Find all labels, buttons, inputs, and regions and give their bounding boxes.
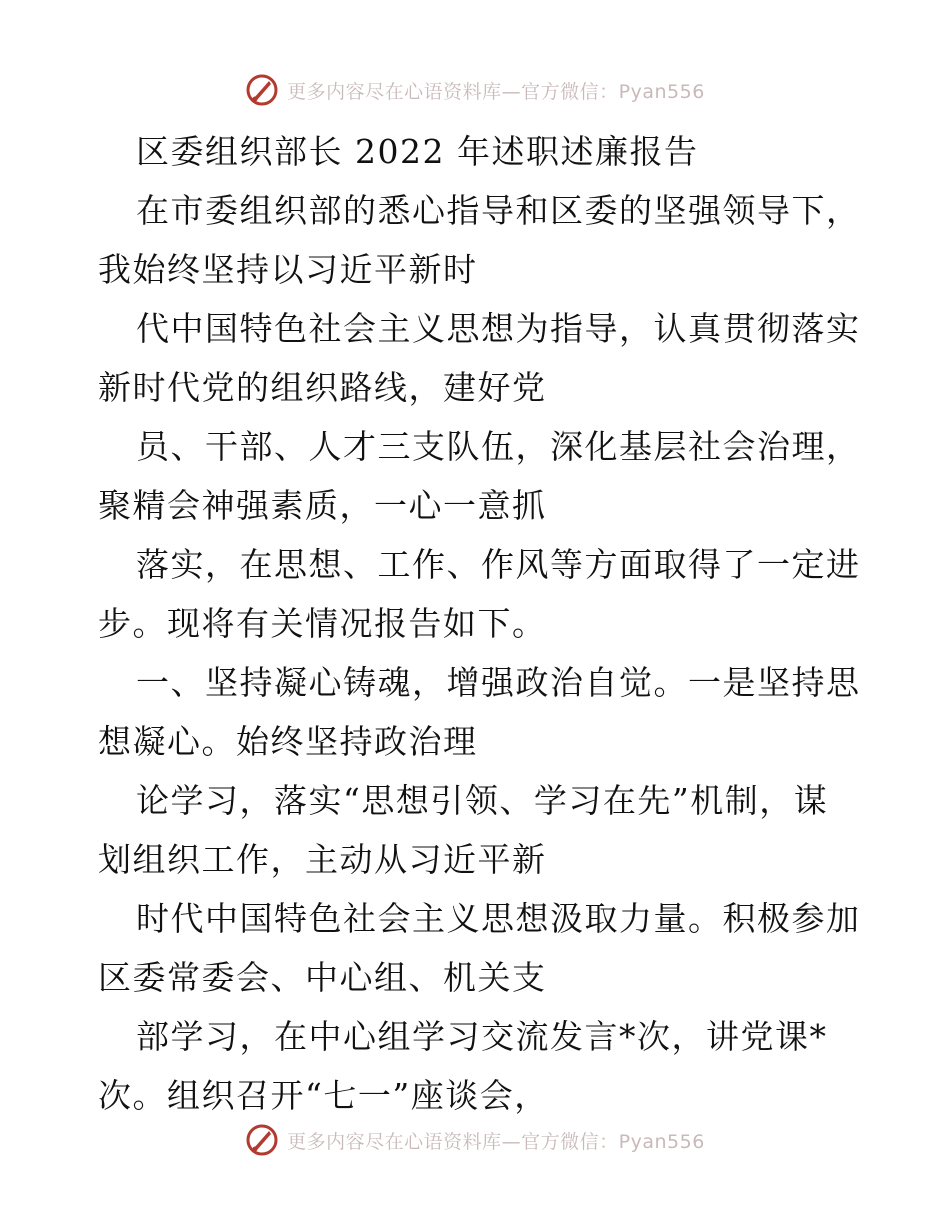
quill-seal-icon xyxy=(245,1123,279,1157)
paragraph-line: 员、干部、人才三支队伍，深化基层社会治理， xyxy=(136,427,861,466)
paragraph-line: 代中国特色社会主义思想为指导，认真贯彻落实 xyxy=(136,309,861,348)
paragraph-line: 我始终坚持以习近平新时 xyxy=(98,250,478,289)
paragraph-line: 落实，在思想、工作、作风等方面取得了一定进 xyxy=(136,545,861,584)
paragraph-line: 划组织工作，主动从习近平新 xyxy=(98,840,547,879)
paragraph-line: 在市委组织部的悉心指导和区委的坚强领导下， xyxy=(136,191,861,230)
paragraph-line: 部学习，在中心组学习交流发言*次，讲党课* xyxy=(136,1017,828,1056)
quill-seal-icon xyxy=(245,73,279,107)
document-body xyxy=(98,122,861,1125)
watermark-group xyxy=(245,73,705,107)
paragraph-line: 一、坚持凝心铸魂，增强政治自觉。一是坚持思 xyxy=(136,663,861,702)
watermark-text: 更多内容尽在心语资料库—官方微信：Pyan556 xyxy=(287,80,705,103)
footer-watermark xyxy=(0,1120,950,1160)
paragraph-line: 新时代党的组织路线，建好党 xyxy=(98,368,547,407)
paragraph-line: 论学习，落实“思想引领、学习在先”机制，谋 xyxy=(136,781,829,820)
paragraph-line: 区委常委会、中心组、机关支 xyxy=(98,958,547,997)
paragraph-line: 时代中国特色社会主义思想汲取力量。积极参加 xyxy=(136,899,861,938)
document-title: 区委组织部长 2022 年述职述廉报告 xyxy=(136,132,699,171)
paragraph-line: 步。现将有关情况报告如下。 xyxy=(98,604,547,643)
watermark-text: 更多内容尽在心语资料库—官方微信：Pyan556 xyxy=(287,1130,705,1153)
header-watermark xyxy=(0,70,950,110)
paragraph-line: 想凝心。始终坚持政治理 xyxy=(98,722,478,761)
paragraph-line: 聚精会神强素质，一心一意抓 xyxy=(98,486,547,525)
watermark-group xyxy=(245,1123,705,1157)
paragraph-line: 次。组织召开“七一”座谈会， xyxy=(98,1076,549,1115)
